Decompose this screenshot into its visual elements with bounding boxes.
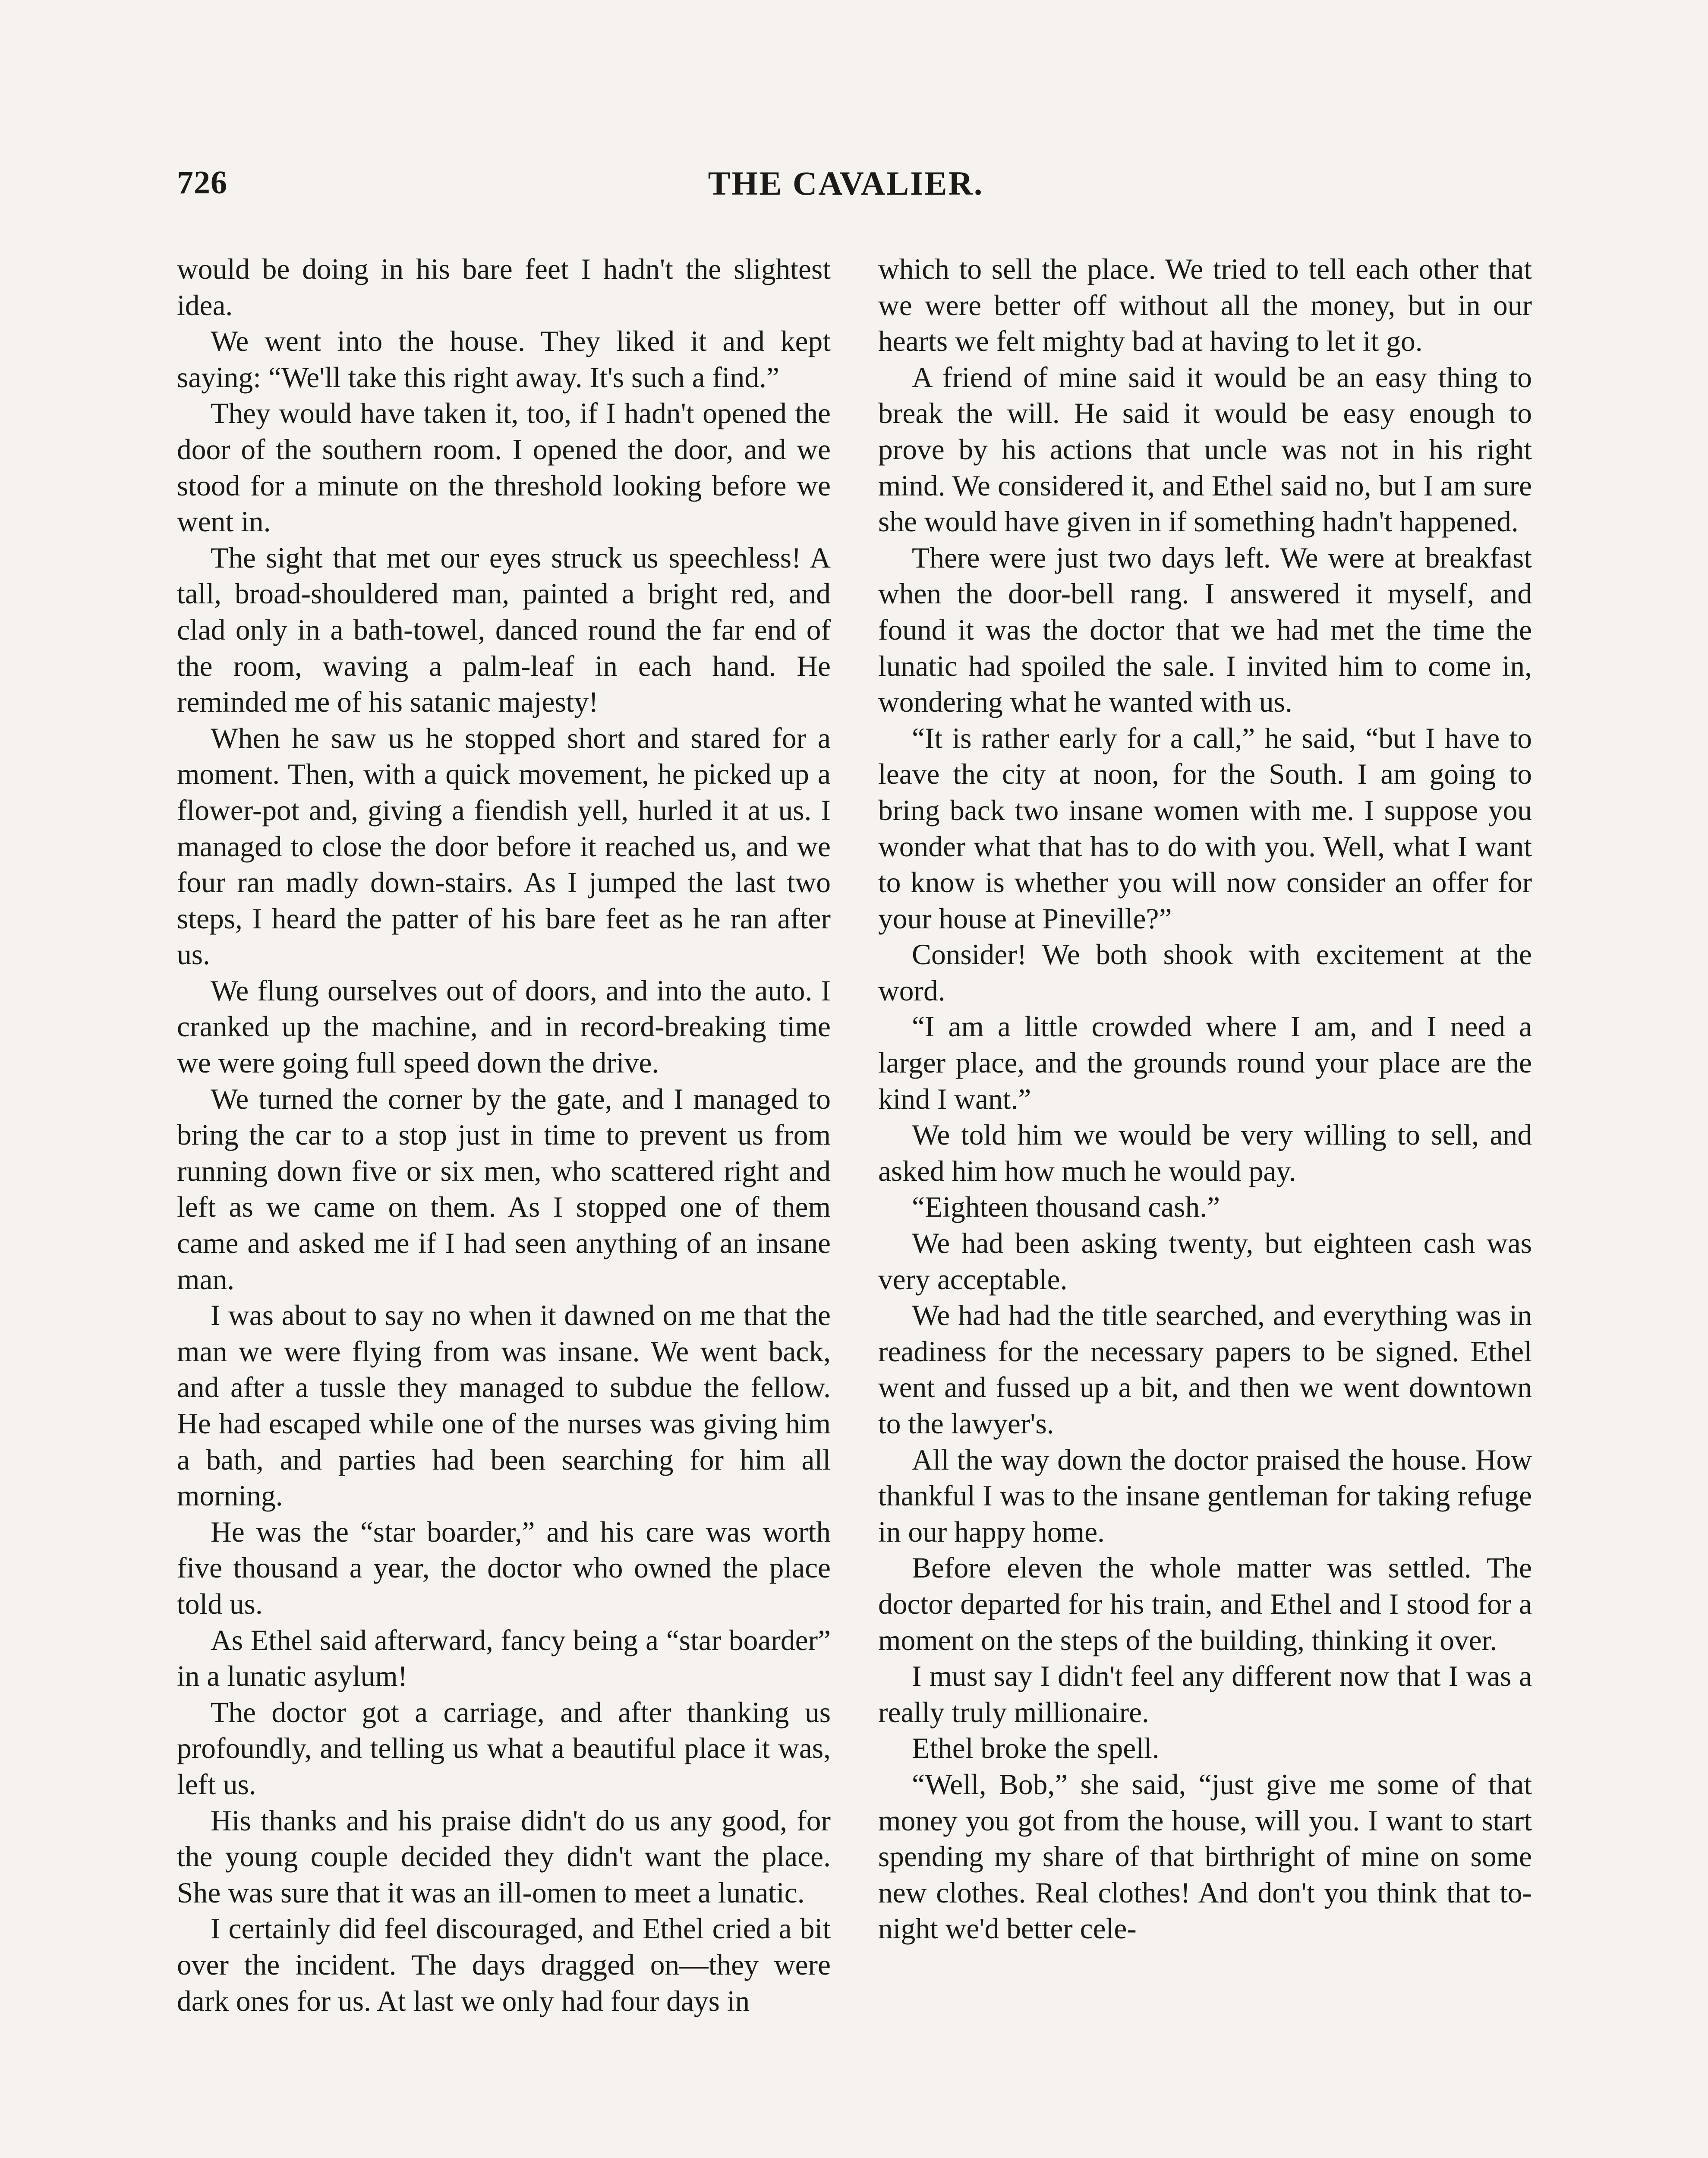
page-header: [177, 164, 1515, 216]
running-title: THE CAVALIER.: [708, 164, 984, 202]
paragraph: We told him we would be very willing to sell, and asked him how much he would pay.: [878, 1119, 1532, 1187]
paragraph: We flung ourselves out of doors, and into the auto. I cranked up the machine, and in record-breaking time we were going full speed down the drive.: [177, 974, 831, 1079]
right-column: [878, 251, 1532, 1947]
paragraph: Consider! We both shook with excitement at the word.: [878, 938, 1532, 1007]
paragraph: A friend of mine said it would be an easy thing to break the will. He said it would be easy enough to prove by his actions that uncle was not in his right mind. We considered it, and Ethel said no, but I am sure she would have given in if something hadn't happened.: [878, 361, 1532, 538]
paragraph: Ethel broke the spell.: [912, 1732, 1160, 1765]
paragraph: There were just two days left. We were at breakfast when the door-bell rang. I answered it myself, and found it was the doctor that we had met the time the lunatic had spoiled the sale. I invited him to come in, wondering what he wanted with us.: [878, 541, 1532, 719]
paragraph: “Well, Bob,” she said, “just give me some of that money you got from the house, will you. I want to start spending my share of that birthright of mine on some new clothes. Real clothes! And don't you think that to-night we'd better cele-: [878, 1768, 1532, 1945]
paragraph: The sight that met our eyes struck us speechless! A tall, broad-shouldered man, painted a bright red, and clad only in a bath-towel, danced round the far end of the room, waving a palm-leaf in each hand. He reminded me of his satanic majesty!: [177, 541, 831, 719]
paragraph: I must say I didn't feel any different now that I was a really truly millionaire.: [878, 1660, 1532, 1729]
paragraph: We went into the house. They liked it and kept saying: “We'll take this right away. It's such a find.”: [177, 325, 831, 394]
paragraph: I was about to say no when it dawned on me that the man we were flying from was insane. We went back, and after a tussle they managed to subdue the fellow. He had escaped while one of the nurses was giving him a bath, and parties had been searching for him all morning.: [177, 1299, 831, 1512]
paragraph: “I am a little crowded where I am, and I need a larger place, and the grounds round your place are the kind I want.”: [878, 1010, 1532, 1115]
paragraph: We turned the corner by the gate, and I managed to bring the car to a stop just in time to prevent us from running down five or six men, who scattered right and left as we came on them. As I stopped one of them came and asked me if I had seen anything of an insane man.: [177, 1082, 831, 1296]
paragraph: All the way down the doctor praised the house. How thankful I was to the insane gentleman for taking refuge in our happy home.: [878, 1443, 1532, 1548]
paragraph: We had been asking twenty, but eighteen cash was very acceptable.: [878, 1227, 1532, 1296]
paragraph: would be doing in his bare feet I hadn't the slightest idea.: [177, 253, 831, 322]
paragraph: We had had the title searched, and everything was in readiness for the necessary papers to be signed. Ethel went and fussed up a bit, and then we went downtown to the lawyer's.: [878, 1299, 1532, 1440]
paragraph: As Ethel said afterward, fancy being a “star boarder” in a lunatic asylum!: [177, 1624, 831, 1693]
paragraph: “It is rather early for a call,” he said, “but I have to leave the city at noon, for the South. I am going to bring back two insane women with me. I suppose you wonder what that has to do with you. Well, what I want to know is whether you will now consider an offer for your house at Pineville?”: [878, 722, 1532, 935]
paragraph: They would have taken it, too, if I hadn't opened the door of the southern room. I opened the door, and we stood for a minute on the threshold looking before we went in.: [177, 397, 831, 538]
paragraph: The doctor got a carriage, and after thanking us profoundly, and telling us what a beautiful place it was, left us.: [177, 1696, 831, 1801]
paragraph: His thanks and his praise didn't do us any good, for the young couple decided they didn't want the place. She was sure that it was an ill-omen to meet a lunatic.: [177, 1804, 831, 1909]
paragraph: I certainly did feel discouraged, and Ethel cried a bit over the incident. The days dragged on—they were dark ones for us. At last we only had four days in: [177, 1912, 831, 2017]
paragraph: which to sell the place. We tried to tell each other that we were better off without all the money, but in our hearts we felt mighty bad at having to let it go.: [878, 253, 1532, 358]
left-column: [177, 251, 831, 2019]
paragraph: He was the “star boarder,” and his care was worth five thousand a year, the doctor who owned the place told us.: [177, 1515, 831, 1620]
paragraph: Before eleven the whole matter was settled. The doctor departed for his train, and Ethel and I stood for a moment on the steps of the building, thinking it over.: [878, 1552, 1532, 1656]
paragraph: “Eighteen thousand cash.”: [912, 1191, 1220, 1224]
paragraph: When he saw us he stopped short and stared for a moment. Then, with a quick movement, he picked up a flower-pot and, giving a fiendish yell, hurled it at us. I managed to close the door before it reached us, and we four ran madly down-stairs. As I jumped the last two steps, I heard the patter of his bare feet as he ran after us.: [177, 722, 831, 971]
page-number: 726: [177, 164, 227, 201]
